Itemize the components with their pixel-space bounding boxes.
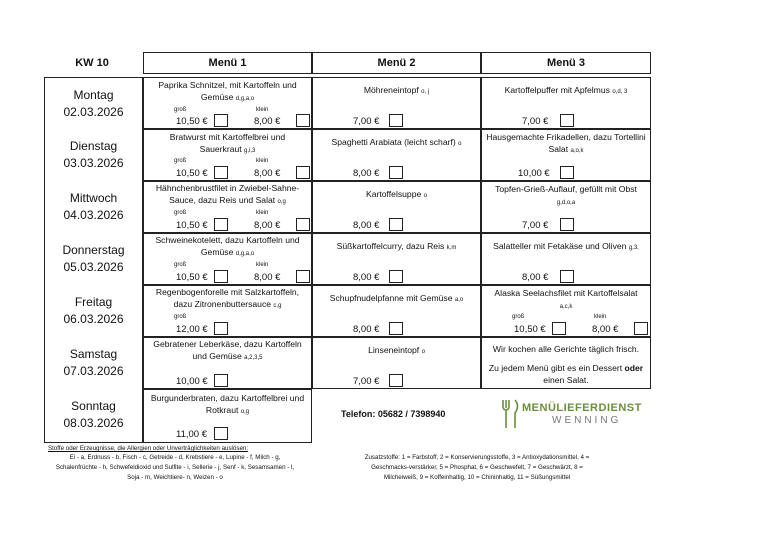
price: 10,00 € xyxy=(176,376,208,387)
label-small: klein xyxy=(256,210,269,216)
cell-mon-m2 xyxy=(312,77,481,129)
dish-sat-m2: Linseneintopf o xyxy=(368,345,425,355)
price: 8,00 € xyxy=(353,272,380,283)
day-freitag xyxy=(44,294,143,328)
order-checkbox-small[interactable] xyxy=(296,114,310,127)
cell-thu-m3 xyxy=(481,233,651,285)
day-date: 06.03.2026 xyxy=(63,312,124,326)
order-checkbox[interactable] xyxy=(389,166,403,179)
day-name: Mittwoch xyxy=(69,191,118,205)
order-checkbox-small[interactable] xyxy=(296,166,310,179)
order-checkbox-large[interactable] xyxy=(214,322,228,335)
day-name: Freitag xyxy=(74,295,113,309)
additive-line-1: Zusatzstoffe: 1 = Farbstoff, 2 = Konservierungsstoffe, 3 = Antioxydationsmittel, 4 = xyxy=(364,454,590,461)
header-menu2-label: Menü 2 xyxy=(377,57,416,69)
label-large: groß xyxy=(174,314,187,320)
order-checkbox[interactable] xyxy=(389,218,403,231)
order-checkbox[interactable] xyxy=(389,114,403,127)
order-checkbox[interactable] xyxy=(214,374,228,387)
order-checkbox[interactable] xyxy=(214,427,228,440)
price-large: 10,50 € xyxy=(176,168,208,179)
phone-number: Telefon: 05682 / 7398940 xyxy=(341,409,446,419)
dish-tue-m1: Bratwurst mit Kartoffelbrei und Sauerkraut g,i,3 xyxy=(169,132,286,154)
dish-wed-m1: Hähnchenbrustfilet in Zwiebel-Sahne-Sauce, dazu Reis und Salat o,g xyxy=(155,183,300,205)
logo-subtitle: WENNING xyxy=(552,415,622,426)
day-name: Sonntag xyxy=(71,399,116,413)
order-checkbox[interactable] xyxy=(560,218,574,231)
dish-mon-m2: Möhreneintopf o, j xyxy=(363,85,430,95)
price-small: 8,00 € xyxy=(254,116,281,127)
order-checkbox[interactable] xyxy=(389,322,403,335)
order-checkbox[interactable] xyxy=(389,374,403,387)
label-large: groß xyxy=(174,158,187,164)
order-checkbox-large[interactable] xyxy=(214,114,228,127)
day-date: 02.03.2026 xyxy=(63,105,124,119)
day-name: Dienstag xyxy=(69,139,118,153)
order-checkbox[interactable] xyxy=(389,270,403,283)
order-checkbox[interactable] xyxy=(560,114,574,127)
day-name: Samstag xyxy=(69,347,118,361)
cell-fri-m1 xyxy=(143,285,312,337)
fork-knife-icon xyxy=(500,398,522,430)
cell-thu-m1 xyxy=(143,233,312,285)
label-small: klein xyxy=(594,314,607,320)
dish-fri-m1: Regenbogenforelle mit Salzkartoffeln, dazu Zitronenbuttersauce c,g xyxy=(155,287,300,309)
cell-mon-m3 xyxy=(481,77,651,129)
day-dienstag xyxy=(44,138,143,172)
order-checkbox-large[interactable] xyxy=(214,270,228,283)
order-checkbox-large[interactable] xyxy=(214,218,228,231)
price: 8,00 € xyxy=(353,324,380,335)
order-checkbox-small[interactable] xyxy=(634,322,648,335)
dish-tue-m2: Spaghetti Arabiata (leicht scharf) o xyxy=(331,137,462,147)
order-checkbox-large[interactable] xyxy=(214,166,228,179)
order-checkbox-small[interactable] xyxy=(296,270,310,283)
dish-sun-m1: Burgunderbraten, dazu Kartoffelbrei und Rotkraut o,g xyxy=(150,393,305,415)
price: 10,00 € xyxy=(518,168,550,179)
order-checkbox-small[interactable] xyxy=(296,218,310,231)
additive-line-2: Geschmacks-verstärker, 5 = Phosphat, 6 = Geschwefelt, 7 = Geschwärzt, 8 = xyxy=(371,464,583,471)
order-checkbox[interactable] xyxy=(560,166,574,179)
allergen-line-3: Soja - m, Weichtiere- n, Weizen - o xyxy=(127,474,223,481)
cell-fri-m2 xyxy=(312,285,481,337)
info-fresh: Wir kochen alle Gerichte täglich frisch. xyxy=(492,344,640,354)
company-logo xyxy=(500,398,650,432)
day-date: 05.03.2026 xyxy=(63,260,124,274)
day-sonntag xyxy=(44,398,143,432)
dish-sat-m1: Gebratener Leberkäse, dazu Kartoffeln und Gemüse a,2,3,5 xyxy=(153,339,302,361)
price-small: 8,00 € xyxy=(254,220,281,231)
day-date: 08.03.2026 xyxy=(63,416,124,430)
header-menu3-label: Menü 3 xyxy=(547,57,585,69)
price-small: 8,00 € xyxy=(254,272,281,283)
dish-wed-m3: Topfen-Grieß-Auflauf, gefüllt mit Obst g,d,o,a xyxy=(495,184,637,206)
dish-thu-m1: Schweinekotelett, dazu Kartoffeln und Gemüse d,g,a,o xyxy=(155,235,300,257)
price: 7,00 € xyxy=(353,116,380,127)
day-samstag xyxy=(44,346,143,380)
price: 8,00 € xyxy=(353,168,380,179)
day-date: 03.03.2026 xyxy=(63,156,124,170)
cell-mon-m1 xyxy=(143,77,312,129)
day-name: Donnerstag xyxy=(62,243,125,257)
dish-wed-m2: Kartoffelsuppe o xyxy=(366,189,427,199)
additive-line-3: Milcheiweiß, 9 = Koffeinhaltig, 10 = Chininhaltig, 11 = Süßungsmittel xyxy=(383,474,571,481)
allergen-line-2: Schalenfrüchte - h, Schwefeldioxid und Sulfite - i, Sellerie - j, Senf - k, Sesamsamen - l, xyxy=(55,464,295,471)
info-box xyxy=(481,337,651,389)
dish-fri-m2: Schupfnudelpfanne mit Gemüse a,o xyxy=(329,293,464,303)
price-large: 10,50 € xyxy=(176,116,208,127)
cell-fri-m3 xyxy=(481,285,651,337)
label-large: groß xyxy=(512,314,525,320)
price-small: 8,00 € xyxy=(254,168,281,179)
label-small: klein xyxy=(256,262,269,268)
price-large: 10,50 € xyxy=(514,324,546,335)
day-donnerstag xyxy=(44,242,143,276)
allergen-line-1: Ei - a, Erdnuss - b, Fisch - c, Getreide - d, Krebstiere - e, Lupine - f, Milch - g, xyxy=(69,454,281,461)
allergen-title: Stoffe oder Erzeugnisse, die Allergien oder Unverträglichkeiten auslösen: xyxy=(48,445,249,452)
price: 11,00 € xyxy=(176,429,207,440)
price: 7,00 € xyxy=(522,116,549,127)
header-menu1-label: Menü 1 xyxy=(208,57,247,69)
price-large: 10,50 € xyxy=(176,272,208,283)
price: 8,00 € xyxy=(522,272,549,283)
price: 7,00 € xyxy=(353,376,380,387)
cell-tue-m1 xyxy=(143,129,312,181)
price-small: 8,00 € xyxy=(592,324,619,335)
cell-sat-m1 xyxy=(143,337,312,389)
info-dessert: Zu jedem Menü gibt es ein Dessert oder einen Salat. xyxy=(488,363,644,385)
label-small: klein xyxy=(256,107,269,113)
dish-fri-m3: Alaska Seelachsfilet mit Kartoffelsalat a,c,k xyxy=(494,288,638,310)
cell-sun-m1 xyxy=(143,389,312,443)
cell-sat-m2 xyxy=(312,337,481,389)
day-date: 04.03.2026 xyxy=(63,208,124,222)
cell-tue-m3 xyxy=(481,129,651,181)
order-checkbox[interactable] xyxy=(560,270,574,283)
order-checkbox-large[interactable] xyxy=(552,322,566,335)
price-large: 10,50 € xyxy=(176,220,208,231)
day-mittwoch xyxy=(44,190,143,224)
cell-thu-m2 xyxy=(312,233,481,285)
label-large: groß xyxy=(174,107,187,113)
price: 8,00 € xyxy=(353,220,380,231)
label-large: groß xyxy=(174,210,187,216)
dish-thu-m2: Süßkartoffelcurry, dazu Reis k,m xyxy=(336,241,457,251)
cell-tue-m2 xyxy=(312,129,481,181)
dish-thu-m3: Salatteller mit Fetakäse und Oliven g,3, xyxy=(493,241,639,251)
logo-title: MENÜLIEFERDIENST xyxy=(522,402,642,414)
day-date: 07.03.2026 xyxy=(63,364,124,378)
week-label: KW 10 xyxy=(75,57,109,69)
price: 7,00 € xyxy=(522,220,549,231)
label-small: klein xyxy=(256,158,269,164)
day-name: Montag xyxy=(73,88,114,102)
cell-wed-m2 xyxy=(312,181,481,233)
dish-tue-m3: Hausgemachte Frikadellen, dazu Tortellini Salat a,o,k xyxy=(486,132,646,154)
cell-wed-m3 xyxy=(481,181,651,233)
label-large: groß xyxy=(174,262,187,268)
day-montag xyxy=(44,87,143,121)
price-large: 12,00 € xyxy=(176,324,208,335)
dish-mon-m1: Paprika Schnitzel, mit Kartoffeln und Gemüse d,g,a,o xyxy=(158,80,297,102)
dish-mon-m3: Kartoffelpuffer mit Apfelmus o,d, 3 xyxy=(504,85,628,95)
cell-wed-m1 xyxy=(143,181,312,233)
